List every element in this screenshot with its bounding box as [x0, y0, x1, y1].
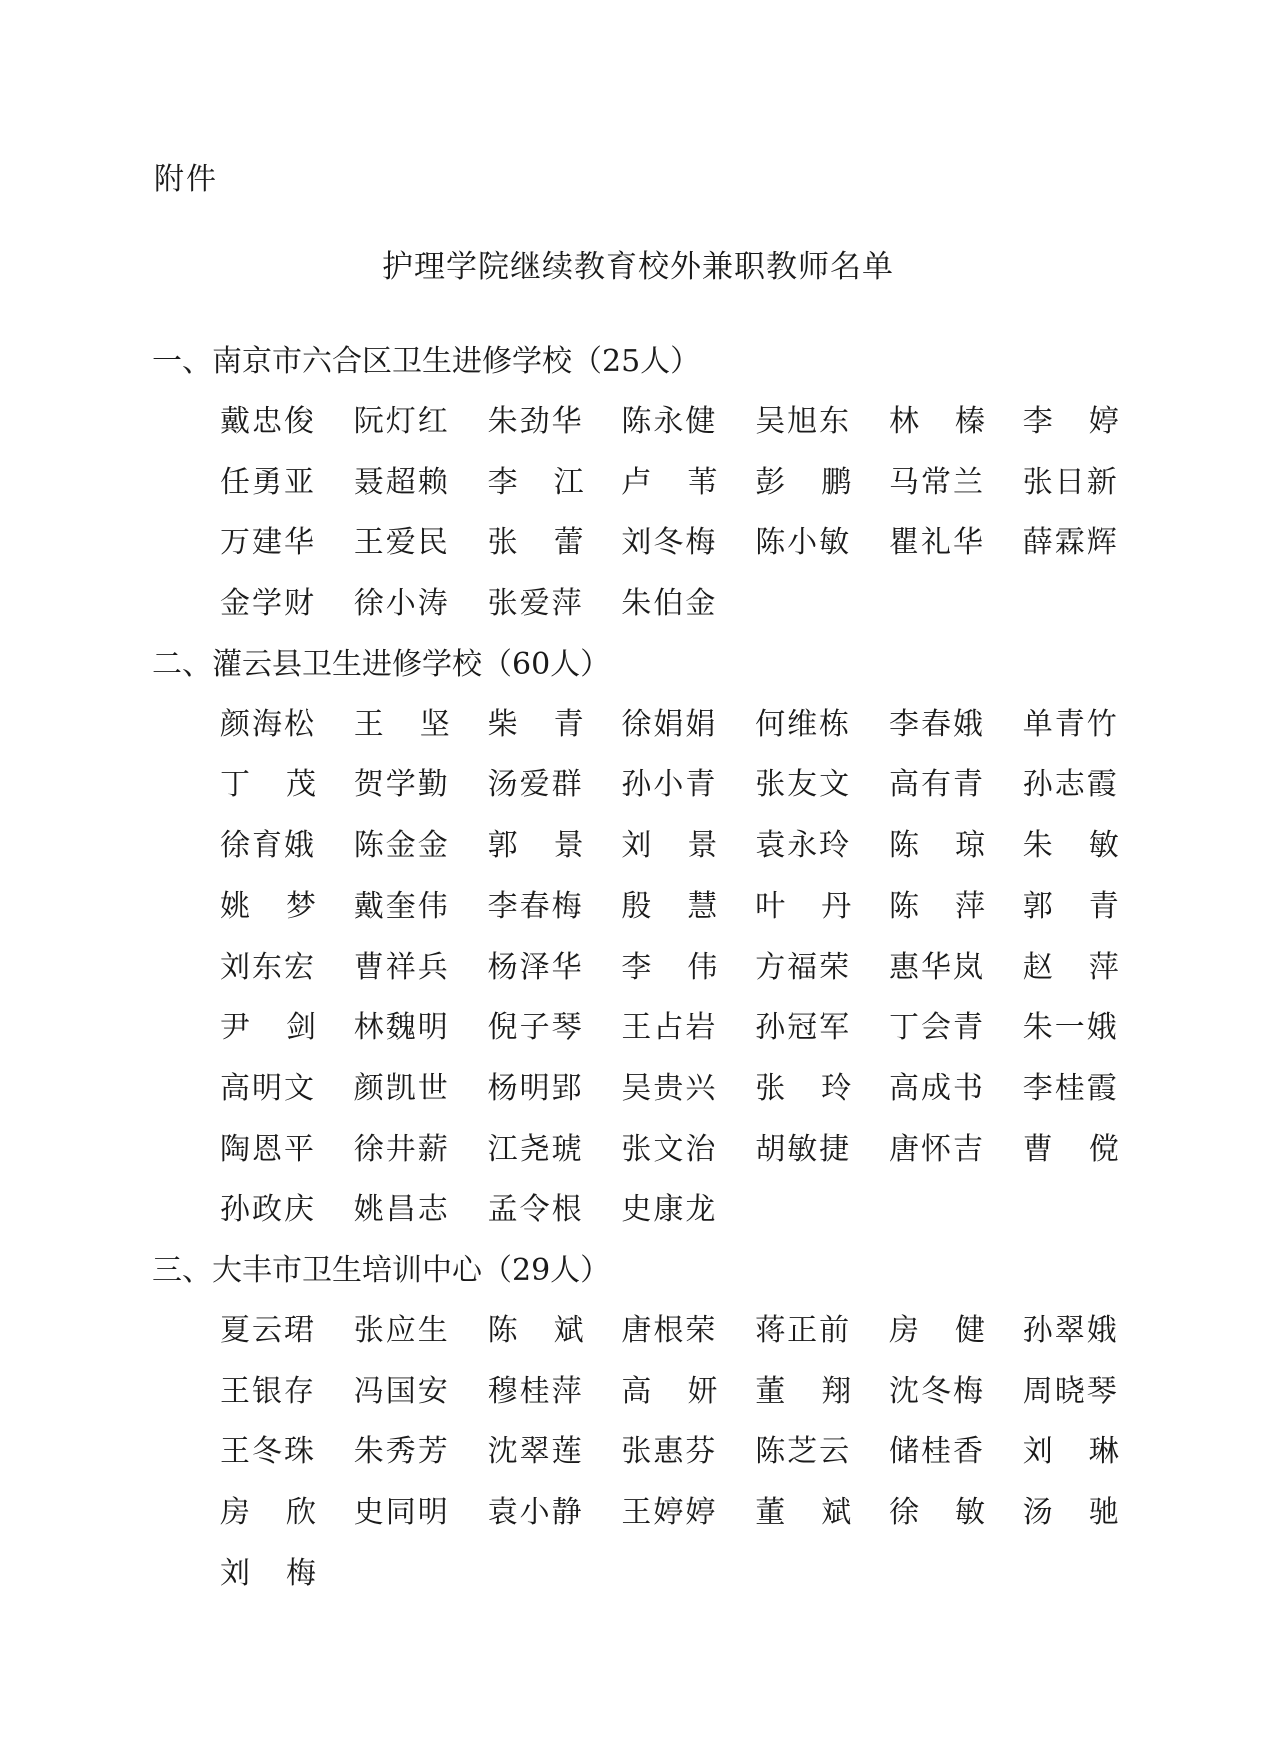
- teacher-name: 孟令根: [487, 1192, 584, 1228]
- teacher-name: 吴贵兴: [621, 1070, 718, 1106]
- teacher-name: 徐井薪: [353, 1131, 450, 1167]
- teacher-name: 袁永玲: [755, 828, 852, 864]
- name-char: 刘: [621, 828, 652, 864]
- name-char: 王: [353, 706, 384, 742]
- name-char: 敏: [954, 1495, 985, 1530]
- name-char: 郭: [1022, 888, 1053, 924]
- name-char: 姚: [220, 888, 250, 924]
- name-char: 朱: [1022, 828, 1053, 864]
- name-char: 玲: [821, 1070, 852, 1106]
- teacher-name: 史同明: [353, 1495, 450, 1530]
- teacher-name: 高明文: [220, 1070, 316, 1106]
- name-char: 汤: [1022, 1495, 1053, 1530]
- name-char: 健: [954, 1312, 985, 1348]
- name-char: 高: [621, 1373, 652, 1409]
- attachment-label: 附件: [154, 162, 218, 197]
- teacher-name: [1023, 1483, 1119, 1544]
- name-char: 剑: [286, 1010, 316, 1046]
- name-char: 琳: [1088, 1434, 1119, 1470]
- name-char: 李: [1022, 404, 1053, 439]
- name-char: 李: [487, 464, 518, 500]
- name-char: 慧: [687, 888, 718, 924]
- name-char: 江: [553, 464, 584, 500]
- name-char: 伟: [687, 949, 718, 985]
- section-heading: [152, 635, 1152, 695]
- name-char: 陈: [888, 828, 919, 864]
- teacher-name: 朱一娥: [1022, 1010, 1119, 1046]
- teacher-name: 唐根荣: [621, 1312, 718, 1348]
- teacher-name: 张日新: [1022, 464, 1119, 500]
- teacher-name: [1023, 938, 1119, 999]
- name-char: 陈: [487, 1312, 518, 1348]
- teacher-name: 李桂霞: [1022, 1070, 1119, 1106]
- name-char: 萍: [1088, 949, 1119, 985]
- section-dafeng: [152, 1241, 1152, 1604]
- teacher-name: 马常兰: [888, 464, 985, 500]
- teacher-name: 王冬珠: [220, 1434, 316, 1470]
- teacher-name: [1023, 816, 1119, 877]
- teacher-name: [889, 1301, 985, 1362]
- teacher-name: 李春娥: [888, 706, 985, 742]
- name-char: 妍: [687, 1373, 718, 1409]
- teacher-name: [755, 1059, 851, 1120]
- teacher-name: 张文治: [621, 1131, 718, 1167]
- teacher-name: 史康龙: [621, 1192, 718, 1228]
- name-char: 彭: [755, 464, 786, 500]
- teacher-name: [220, 1544, 316, 1605]
- teacher-name: 孙翠娥: [1022, 1312, 1119, 1348]
- teacher-name: 陈永健: [621, 404, 718, 439]
- teacher-name: 蒋正前: [755, 1312, 852, 1348]
- teacher-name: 王占岩: [621, 1010, 718, 1046]
- name-char: 刘: [1022, 1434, 1053, 1470]
- name-char: 柴: [487, 706, 518, 742]
- teacher-name: 孙志霞: [1022, 767, 1119, 803]
- teacher-name: [755, 877, 851, 938]
- name-char: 尹: [220, 1010, 250, 1046]
- name-char: 殷: [621, 888, 652, 924]
- teacher-name: 戴忠俊: [220, 404, 316, 439]
- teacher-name: [1023, 877, 1119, 938]
- teacher-name: 徐娟娟: [621, 706, 718, 742]
- teacher-name: 张爱萍: [487, 586, 584, 622]
- teacher-name: 徐小涛: [353, 586, 450, 622]
- teacher-name: 高成书: [888, 1070, 985, 1106]
- teacher-name: 储桂香: [888, 1434, 985, 1470]
- section-guanyun: [152, 635, 1152, 1241]
- name-char: 斌: [553, 1312, 584, 1348]
- name-char: 卢: [621, 464, 652, 500]
- teacher-name: 刘冬梅: [621, 525, 718, 561]
- teacher-name: 张应生: [353, 1312, 450, 1348]
- name-char: 丁: [220, 767, 250, 803]
- name-char: 景: [687, 828, 718, 864]
- teacher-name: [621, 938, 717, 999]
- teacher-name: [889, 877, 985, 938]
- teacher-name: 朱伯金: [621, 586, 718, 622]
- name-char: 萍: [954, 888, 985, 924]
- teacher-name: 张惠芬: [621, 1434, 718, 1470]
- teacher-name: 贺学勤: [353, 767, 450, 803]
- document-title: 护理学院继续教育校外兼职教师名单: [382, 249, 894, 285]
- teacher-name: [1023, 1422, 1119, 1483]
- teacher-name: 曹祥兵: [353, 949, 450, 985]
- teacher-name: [488, 816, 584, 877]
- teacher-name: [220, 1483, 316, 1544]
- teacher-name: 孙冠军: [755, 1010, 852, 1046]
- name-char: 欣: [286, 1495, 316, 1530]
- section-liuhe: [152, 332, 1152, 635]
- name-list: [152, 695, 1152, 1241]
- teacher-name: 张友文: [755, 767, 852, 803]
- teacher-name: 王银存: [220, 1373, 316, 1409]
- teacher-name: [220, 998, 316, 1059]
- name-char: 梦: [286, 888, 316, 924]
- teacher-name: [488, 513, 584, 574]
- name-char: 刘: [220, 1555, 250, 1591]
- teacher-name: 陈芝云: [755, 1434, 852, 1470]
- name-char: 房: [220, 1495, 250, 1530]
- teacher-name: [755, 453, 851, 514]
- teacher-name: 冯国安: [353, 1373, 450, 1409]
- teacher-name: 戴奎伟: [353, 888, 450, 924]
- name-char: 青: [1088, 888, 1119, 924]
- teacher-name: 任勇亚: [220, 464, 316, 500]
- teacher-name: [621, 877, 717, 938]
- name-char: 李: [621, 949, 652, 985]
- teacher-name: 何维栋: [755, 706, 852, 742]
- teacher-name: 朱秀芳: [353, 1434, 450, 1470]
- name-char: 驰: [1088, 1495, 1119, 1530]
- name-char: 榛: [954, 404, 985, 439]
- teacher-name: [488, 1301, 584, 1362]
- teacher-name: 陈金金: [353, 828, 450, 864]
- teacher-name: 王爱民: [353, 525, 450, 561]
- teacher-name: [220, 755, 316, 816]
- teacher-name: [488, 695, 584, 756]
- name-list: [152, 1301, 1152, 1604]
- name-char: 梅: [286, 1555, 316, 1591]
- teacher-name: [755, 1362, 851, 1423]
- teacher-name: [755, 1483, 851, 1544]
- teacher-name: 汤爱群: [487, 767, 584, 803]
- name-char: 傥: [1088, 1131, 1119, 1167]
- name-char: 丹: [821, 888, 852, 924]
- teacher-name: 单青竹: [1022, 706, 1119, 742]
- teacher-name: 沈冬梅: [888, 1373, 985, 1409]
- teacher-name: [889, 392, 985, 453]
- teacher-name: [621, 816, 717, 877]
- teacher-name: 杨泽华: [487, 949, 584, 985]
- section-heading-text: 一、南京市六合区卫生进修学校（25人）: [152, 344, 701, 379]
- name-char: 蕾: [553, 525, 584, 561]
- teacher-name: 倪子琴: [487, 1010, 584, 1046]
- name-char: 翔: [821, 1373, 852, 1409]
- name-char: 张: [487, 525, 518, 561]
- teacher-name: [621, 453, 717, 514]
- section-heading: [152, 1241, 1152, 1301]
- teacher-name: [889, 816, 985, 877]
- teacher-name: 陈小敏: [755, 525, 852, 561]
- teacher-name: 高有青: [888, 767, 985, 803]
- name-char: 郭: [487, 828, 518, 864]
- teacher-name: 唐怀吉: [888, 1131, 985, 1167]
- name-char: 斌: [821, 1495, 852, 1530]
- teacher-name: 丁会青: [888, 1010, 985, 1046]
- teacher-name: 袁小静: [487, 1495, 584, 1530]
- teacher-name: 沈翠莲: [487, 1434, 584, 1470]
- teacher-name: 阮灯红: [353, 404, 450, 439]
- name-char: 徐: [888, 1495, 919, 1530]
- name-char: 琼: [954, 828, 985, 864]
- teacher-name: 林魏明: [353, 1010, 450, 1046]
- teacher-name: 李春梅: [487, 888, 584, 924]
- name-char: 敏: [1088, 828, 1119, 864]
- name-list: [152, 392, 1152, 635]
- teacher-name: 瞿礼华: [888, 525, 985, 561]
- section-list: [152, 332, 1152, 1604]
- name-char: 赵: [1022, 949, 1053, 985]
- teacher-name: 刘东宏: [220, 949, 316, 985]
- teacher-name: 陶恩平: [220, 1131, 316, 1167]
- name-char: 董: [755, 1373, 786, 1409]
- name-char: 鹏: [821, 464, 852, 500]
- teacher-name: 万建华: [220, 525, 316, 561]
- teacher-name: 胡敏捷: [755, 1131, 852, 1167]
- teacher-name: 薛霖辉: [1022, 525, 1119, 561]
- teacher-name: 方福荣: [755, 949, 852, 985]
- name-char: 张: [755, 1070, 786, 1106]
- teacher-name: 孙政庆: [220, 1192, 316, 1228]
- name-char: 房: [888, 1312, 919, 1348]
- name-char: 青: [553, 706, 584, 742]
- teacher-name: 夏云珺: [220, 1312, 316, 1348]
- teacher-name: 聂超赖: [353, 464, 450, 500]
- name-char: 茂: [286, 767, 316, 803]
- section-heading-text: 二、灌云县卫生进修学校（60人）: [152, 646, 611, 682]
- section-heading-text: 三、大丰市卫生培训中心（29人）: [152, 1252, 611, 1288]
- teacher-name: 朱劲华: [487, 404, 584, 439]
- teacher-name: 惠华岚: [888, 949, 985, 985]
- section-heading: [152, 332, 1152, 392]
- teacher-name: 吴旭东: [755, 404, 852, 439]
- teacher-name: 姚昌志: [353, 1192, 450, 1228]
- name-char: 陈: [888, 888, 919, 924]
- teacher-name: 江尧琥: [487, 1131, 584, 1167]
- teacher-name: 穆桂萍: [487, 1373, 584, 1409]
- teacher-name: [354, 695, 450, 756]
- name-char: 董: [755, 1495, 786, 1530]
- name-char: 坚: [419, 706, 450, 742]
- teacher-name: 杨明郢: [487, 1070, 584, 1106]
- name-char: 叶: [755, 888, 786, 924]
- teacher-name: 颜凯世: [353, 1070, 450, 1106]
- teacher-name: 颜海松: [220, 706, 316, 742]
- name-char: 林: [888, 404, 919, 439]
- teacher-name: 王婷婷: [621, 1495, 718, 1530]
- name-char: 苇: [687, 464, 718, 500]
- teacher-name: [889, 1483, 985, 1544]
- teacher-name: 孙小青: [621, 767, 718, 803]
- name-char: 婷: [1088, 404, 1119, 439]
- teacher-name: [1023, 1120, 1119, 1181]
- teacher-name: 周晓琴: [1022, 1373, 1119, 1409]
- teacher-name: [621, 1362, 717, 1423]
- teacher-name: [220, 877, 316, 938]
- teacher-name: 徐育娥: [220, 828, 316, 864]
- teacher-name: [488, 453, 584, 514]
- teacher-name: [1023, 392, 1119, 453]
- teacher-name: 金学财: [220, 586, 316, 622]
- name-char: 景: [553, 828, 584, 864]
- name-char: 曹: [1022, 1131, 1053, 1167]
